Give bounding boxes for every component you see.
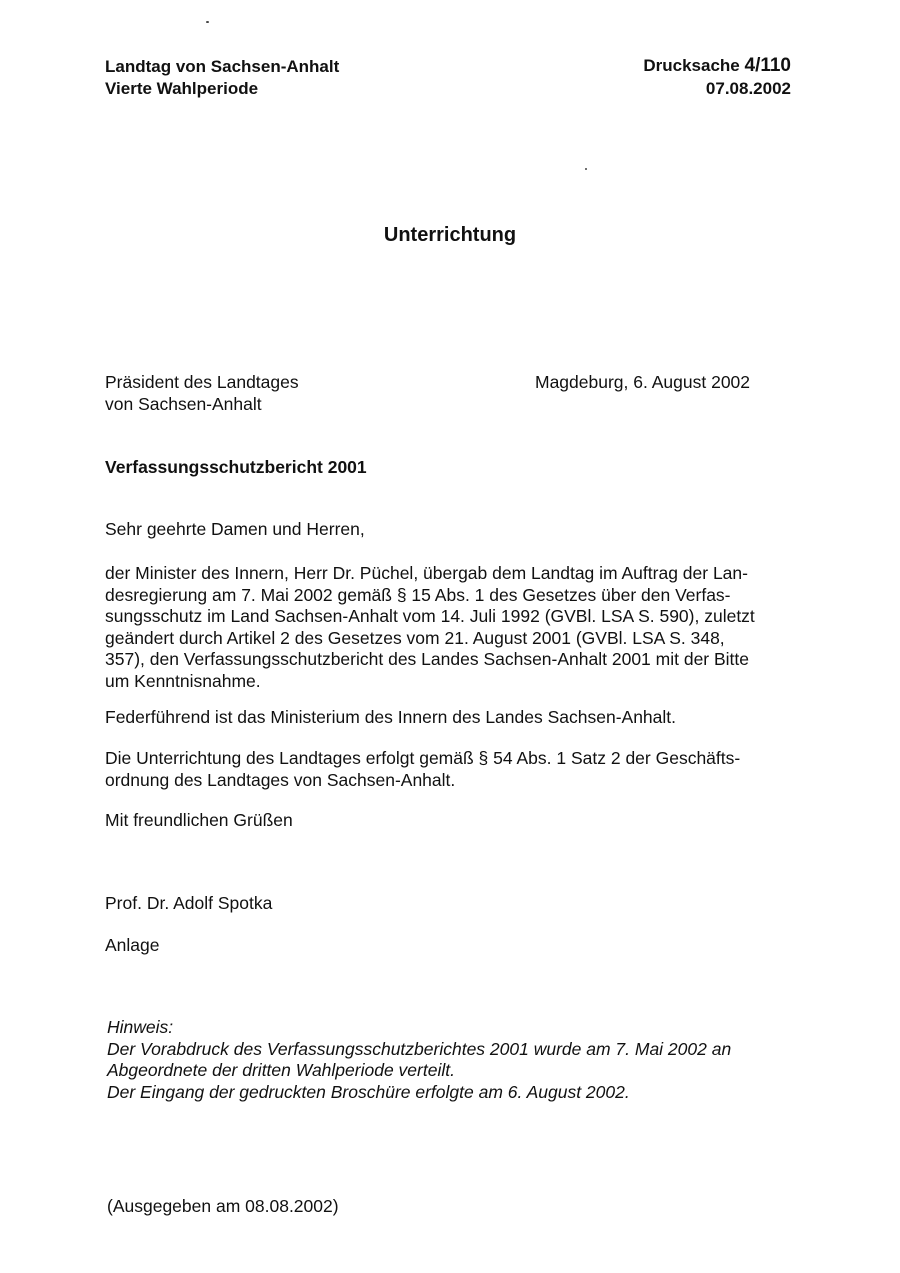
note-line: Der Eingang der gedruckten Broschüre erfolgte am 6. August 2002. <box>107 1081 630 1102</box>
document-number: 4/110 <box>744 55 791 76</box>
scan-speck <box>206 21 209 23</box>
sender-block <box>105 372 299 415</box>
note-block <box>107 1017 731 1103</box>
text-line: desregierung am 7. Mai 2002 gemäß § 15 Abs. 1 des Gesetzes über den Verfas- <box>105 584 731 605</box>
text-line: ordnung des Landtages von Sachsen-Anhalt. <box>105 769 456 790</box>
text-line: geändert durch Artikel 2 des Gesetzes vom 21. August 2001 (GVBl. LSA S. 348, <box>105 627 725 648</box>
paragraph-lead-ministry: Federführend ist das Ministerium des Innern des Landes Sachsen-Anhalt. <box>105 707 677 727</box>
document-label: Drucksache <box>643 56 740 75</box>
text-line: Die Unterrichtung des Landtages erfolgt gemäß § 54 Abs. 1 Satz 2 der Geschäfts- <box>105 748 741 768</box>
scan-speck <box>585 168 587 170</box>
text-line: sungsschutz im Land Sachsen-Anhalt vom 14. Juli 1992 (GVBl. LSA S. 590), zuletzt <box>105 606 755 626</box>
issued-date: (Ausgegeben am 08.08.2002) <box>107 1196 339 1216</box>
attachment-label: Anlage <box>105 935 160 955</box>
legislative-period: Vierte Wahlperiode <box>105 79 259 98</box>
document-reference <box>643 54 791 100</box>
text-line: der Minister des Innern, Herr Dr. Püchel, übergab dem Landtag im Auftrag der Lan- <box>105 563 748 583</box>
note-heading: Hinweis: <box>107 1017 174 1037</box>
parliament-header <box>105 56 339 100</box>
note-line: Abgeordnete der dritten Wahlperiode verteilt. <box>107 1060 455 1080</box>
closing-phrase: Mit freundlichen Grüßen <box>105 810 293 830</box>
salutation: Sehr geehrte Damen und Herren, <box>105 519 365 539</box>
signatory-name: Prof. Dr. Adolf Spotka <box>105 893 273 913</box>
subject-line: Verfassungsschutzbericht 2001 <box>105 457 367 477</box>
sender-line: von Sachsen-Anhalt <box>105 393 262 414</box>
sender-line: Präsident des Landtages <box>105 372 299 392</box>
document-title: Unterrichtung <box>383 224 517 246</box>
document-date: 07.08.2002 <box>705 79 791 98</box>
text-line: um Kenntnisnahme. <box>105 670 261 691</box>
paragraph-procedure <box>105 748 795 791</box>
note-line: Der Vorabdruck des Verfassungsschutzberichtes 2001 wurde am 7. Mai 2002 an <box>107 1038 732 1059</box>
parliament-name: Landtag von Sachsen-Anhalt <box>105 57 340 76</box>
paragraph-main <box>105 563 795 692</box>
text-line: 357), den Verfassungsschutzbericht des Landes Sachsen-Anhalt 2001 mit der Bitte <box>105 649 750 669</box>
place-and-date: Magdeburg, 6. August 2002 <box>535 372 751 392</box>
